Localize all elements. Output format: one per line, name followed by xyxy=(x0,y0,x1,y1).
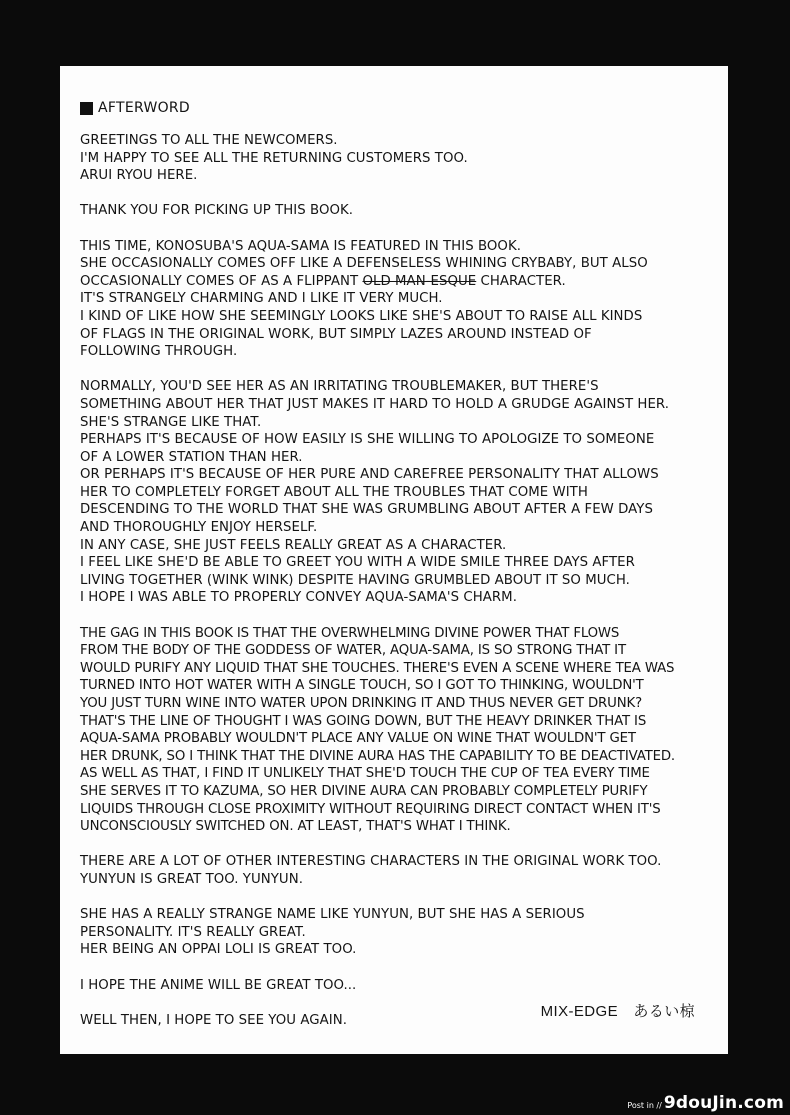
paragraph-thanks xyxy=(80,202,728,220)
text-line: FOLLOWING THROUGH. xyxy=(80,344,238,360)
strikethrough-text: OLD MAN-ESQUE xyxy=(362,273,477,289)
text-line: AQUA-SAMA PROBABLY WOULDN'T PLACE ANY VALUE ON WINE THAT WOULDN'T GET xyxy=(80,731,636,747)
text-line: PERHAPS IT'S BECAUSE OF HOW EASILY IS SHE WILLING TO APOLOGIZE TO SOMEONE xyxy=(80,432,655,448)
text-line: TURNED INTO HOT WATER WITH A SINGLE TOUCH, SO I GOT TO THINKING, WOULDN'T xyxy=(80,678,644,694)
black-square-icon xyxy=(80,102,93,115)
text-line: I KIND OF LIKE HOW SHE SEEMINGLY LOOKS LIKE SHE'S ABOUT TO RAISE ALL KINDS xyxy=(80,308,643,324)
text-line: DESCENDING TO THE WORLD THAT SHE WAS GRUMBLING ABOUT AFTER A FEW DAYS xyxy=(80,502,653,518)
text-line: HER BEING AN OPPAI LOLI IS GREAT TOO. xyxy=(80,942,357,958)
text-line: I HOPE I WAS ABLE TO PROPERLY CONVEY AQUA-SAMA'S CHARM. xyxy=(80,590,517,606)
text-line: AS WELL AS THAT, I FIND IT UNLIKELY THAT SHE'D TOUCH THE CUP OF TEA EVERY TIME xyxy=(80,766,650,782)
text-line: THAT'S THE LINE OF THOUGHT I WAS GOING DOWN, BUT THE HEAVY DRINKER THAT IS xyxy=(80,713,647,729)
text-line: OF A LOWER STATION THAN HER. xyxy=(80,449,303,465)
afterword-page xyxy=(60,66,728,1054)
text-line: I FEEL LIKE SHE'D BE ABLE TO GREET YOU WITH A WIDE SMILE THREE DAYS AFTER xyxy=(80,555,635,571)
paragraph-anime xyxy=(80,977,728,995)
text-line: WELL THEN, I HOPE TO SEE YOU AGAIN. xyxy=(80,1012,347,1028)
text-line: OF FLAGS IN THE ORIGINAL WORK, BUT SIMPLY LAZES AROUND INSTEAD OF xyxy=(80,326,592,342)
text-line: SHE SERVES IT TO KAZUMA, SO HER DIVINE AURA CAN PROBABLY COMPLETELY PURIFY xyxy=(80,783,648,799)
text-line: SHE OCCASIONALLY COMES OFF LIKE A DEFENSELESS WHINING CRYBABY, BUT ALSO xyxy=(80,256,648,272)
text-line: IT'S STRANGELY CHARMING AND I LIKE IT VERY MUCH. xyxy=(80,291,443,307)
text-line: THIS TIME, KONOSUBA'S AQUA-SAMA IS FEATURED IN THIS BOOK. xyxy=(80,238,521,254)
paragraph-other-characters xyxy=(80,853,728,888)
text-fragment: OCCASIONALLY COMES OF AS A FLIPPANT xyxy=(80,273,363,289)
text-line: UNCONSCIOUSLY SWITCHED ON. AT LEAST, THAT'S WHAT I THINK. xyxy=(80,819,511,835)
text-line: FROM THE BODY OF THE GODDESS OF WATER, AQUA-SAMA, IS SO STRONG THAT IT xyxy=(80,643,626,659)
text-line: THANK YOU FOR PICKING UP THIS BOOK. xyxy=(80,203,354,219)
text-line: THE GAG IN THIS BOOK IS THAT THE OVERWHELMING DIVINE POWER THAT FLOWS xyxy=(80,625,620,641)
text-line: SOMETHING ABOUT HER THAT JUST MAKES IT HARD TO HOLD A GRUDGE AGAINST HER. xyxy=(80,396,669,412)
text-line: LIVING TOGETHER (WINK WINK) DESPITE HAVING GRUMBLED ABOUT IT SO MUCH. xyxy=(80,572,630,588)
author-signature: MIX-EDGE あるい椋 xyxy=(540,1003,695,1020)
text-line: YUNYUN IS GREAT TOO. YUNYUN. xyxy=(80,871,303,887)
text-line: AND THOROUGHLY ENJOY HERSELF. xyxy=(80,520,318,536)
text-fragment: CHARACTER. xyxy=(476,273,566,289)
site-watermark xyxy=(627,1093,784,1113)
text-line: IN ANY CASE, SHE JUST FEELS REALLY GREAT AS A CHARACTER. xyxy=(80,537,507,553)
text-line: SHE'S STRANGE LIKE THAT. xyxy=(80,414,262,430)
watermark-prefix: Post in // xyxy=(627,1101,662,1110)
heading-text: AFTERWORD xyxy=(98,100,191,116)
text-line: HER TO COMPLETELY FORGET ABOUT ALL THE TROUBLES THAT COME WITH xyxy=(80,484,588,500)
paragraph-aqua-intro xyxy=(80,238,728,361)
text-line: HER DRUNK, SO I THINK THAT THE DIVINE AURA HAS THE CAPABILITY TO BE DEACTIVATED. xyxy=(80,748,675,764)
text-line: SHE HAS A REALLY STRANGE NAME LIKE YUNYUN, BUT SHE HAS A SERIOUS xyxy=(80,907,585,923)
text-line: NORMALLY, YOU'D SEE HER AS AN IRRITATING TROUBLEMAKER, BUT THERE'S xyxy=(80,379,599,395)
paragraph-greetings xyxy=(80,132,728,185)
paragraph-personality xyxy=(80,378,728,607)
text-line-with-strikethrough xyxy=(80,273,728,291)
text-line: OR PERHAPS IT'S BECAUSE OF HER PURE AND CAREFREE PERSONALITY THAT ALLOWS xyxy=(80,467,659,483)
text-line: LIQUIDS THROUGH CLOSE PROXIMITY WITHOUT REQUIRING DIRECT CONTACT WHEN IT'S xyxy=(80,801,661,817)
text-line: WOULD PURIFY ANY LIQUID THAT SHE TOUCHES. THERE'S EVEN A SCENE WHERE TEA WAS xyxy=(80,660,675,676)
watermark-site: 9douJin.com xyxy=(663,1093,784,1113)
paragraph-gag xyxy=(80,625,728,836)
text-line: ARUI RYOU HERE. xyxy=(80,168,198,184)
text-line: YOU JUST TURN WINE INTO WATER UPON DRINKING IT AND THUS NEVER GET DRUNK? xyxy=(80,696,642,711)
text-line: I HOPE THE ANIME WILL BE GREAT TOO... xyxy=(80,977,357,993)
paragraph-yunyun xyxy=(80,906,728,959)
text-line: GREETINGS TO ALL THE NEWCOMERS. xyxy=(80,133,338,148)
afterword-heading xyxy=(80,99,728,117)
text-line: PERSONALITY. IT'S REALLY GREAT. xyxy=(80,924,306,940)
text-line: THERE ARE A LOT OF OTHER INTERESTING CHARACTERS IN THE ORIGINAL WORK TOO. xyxy=(80,854,662,870)
text-line: I'M HAPPY TO SEE ALL THE RETURNING CUSTOMERS TOO. xyxy=(80,150,468,166)
